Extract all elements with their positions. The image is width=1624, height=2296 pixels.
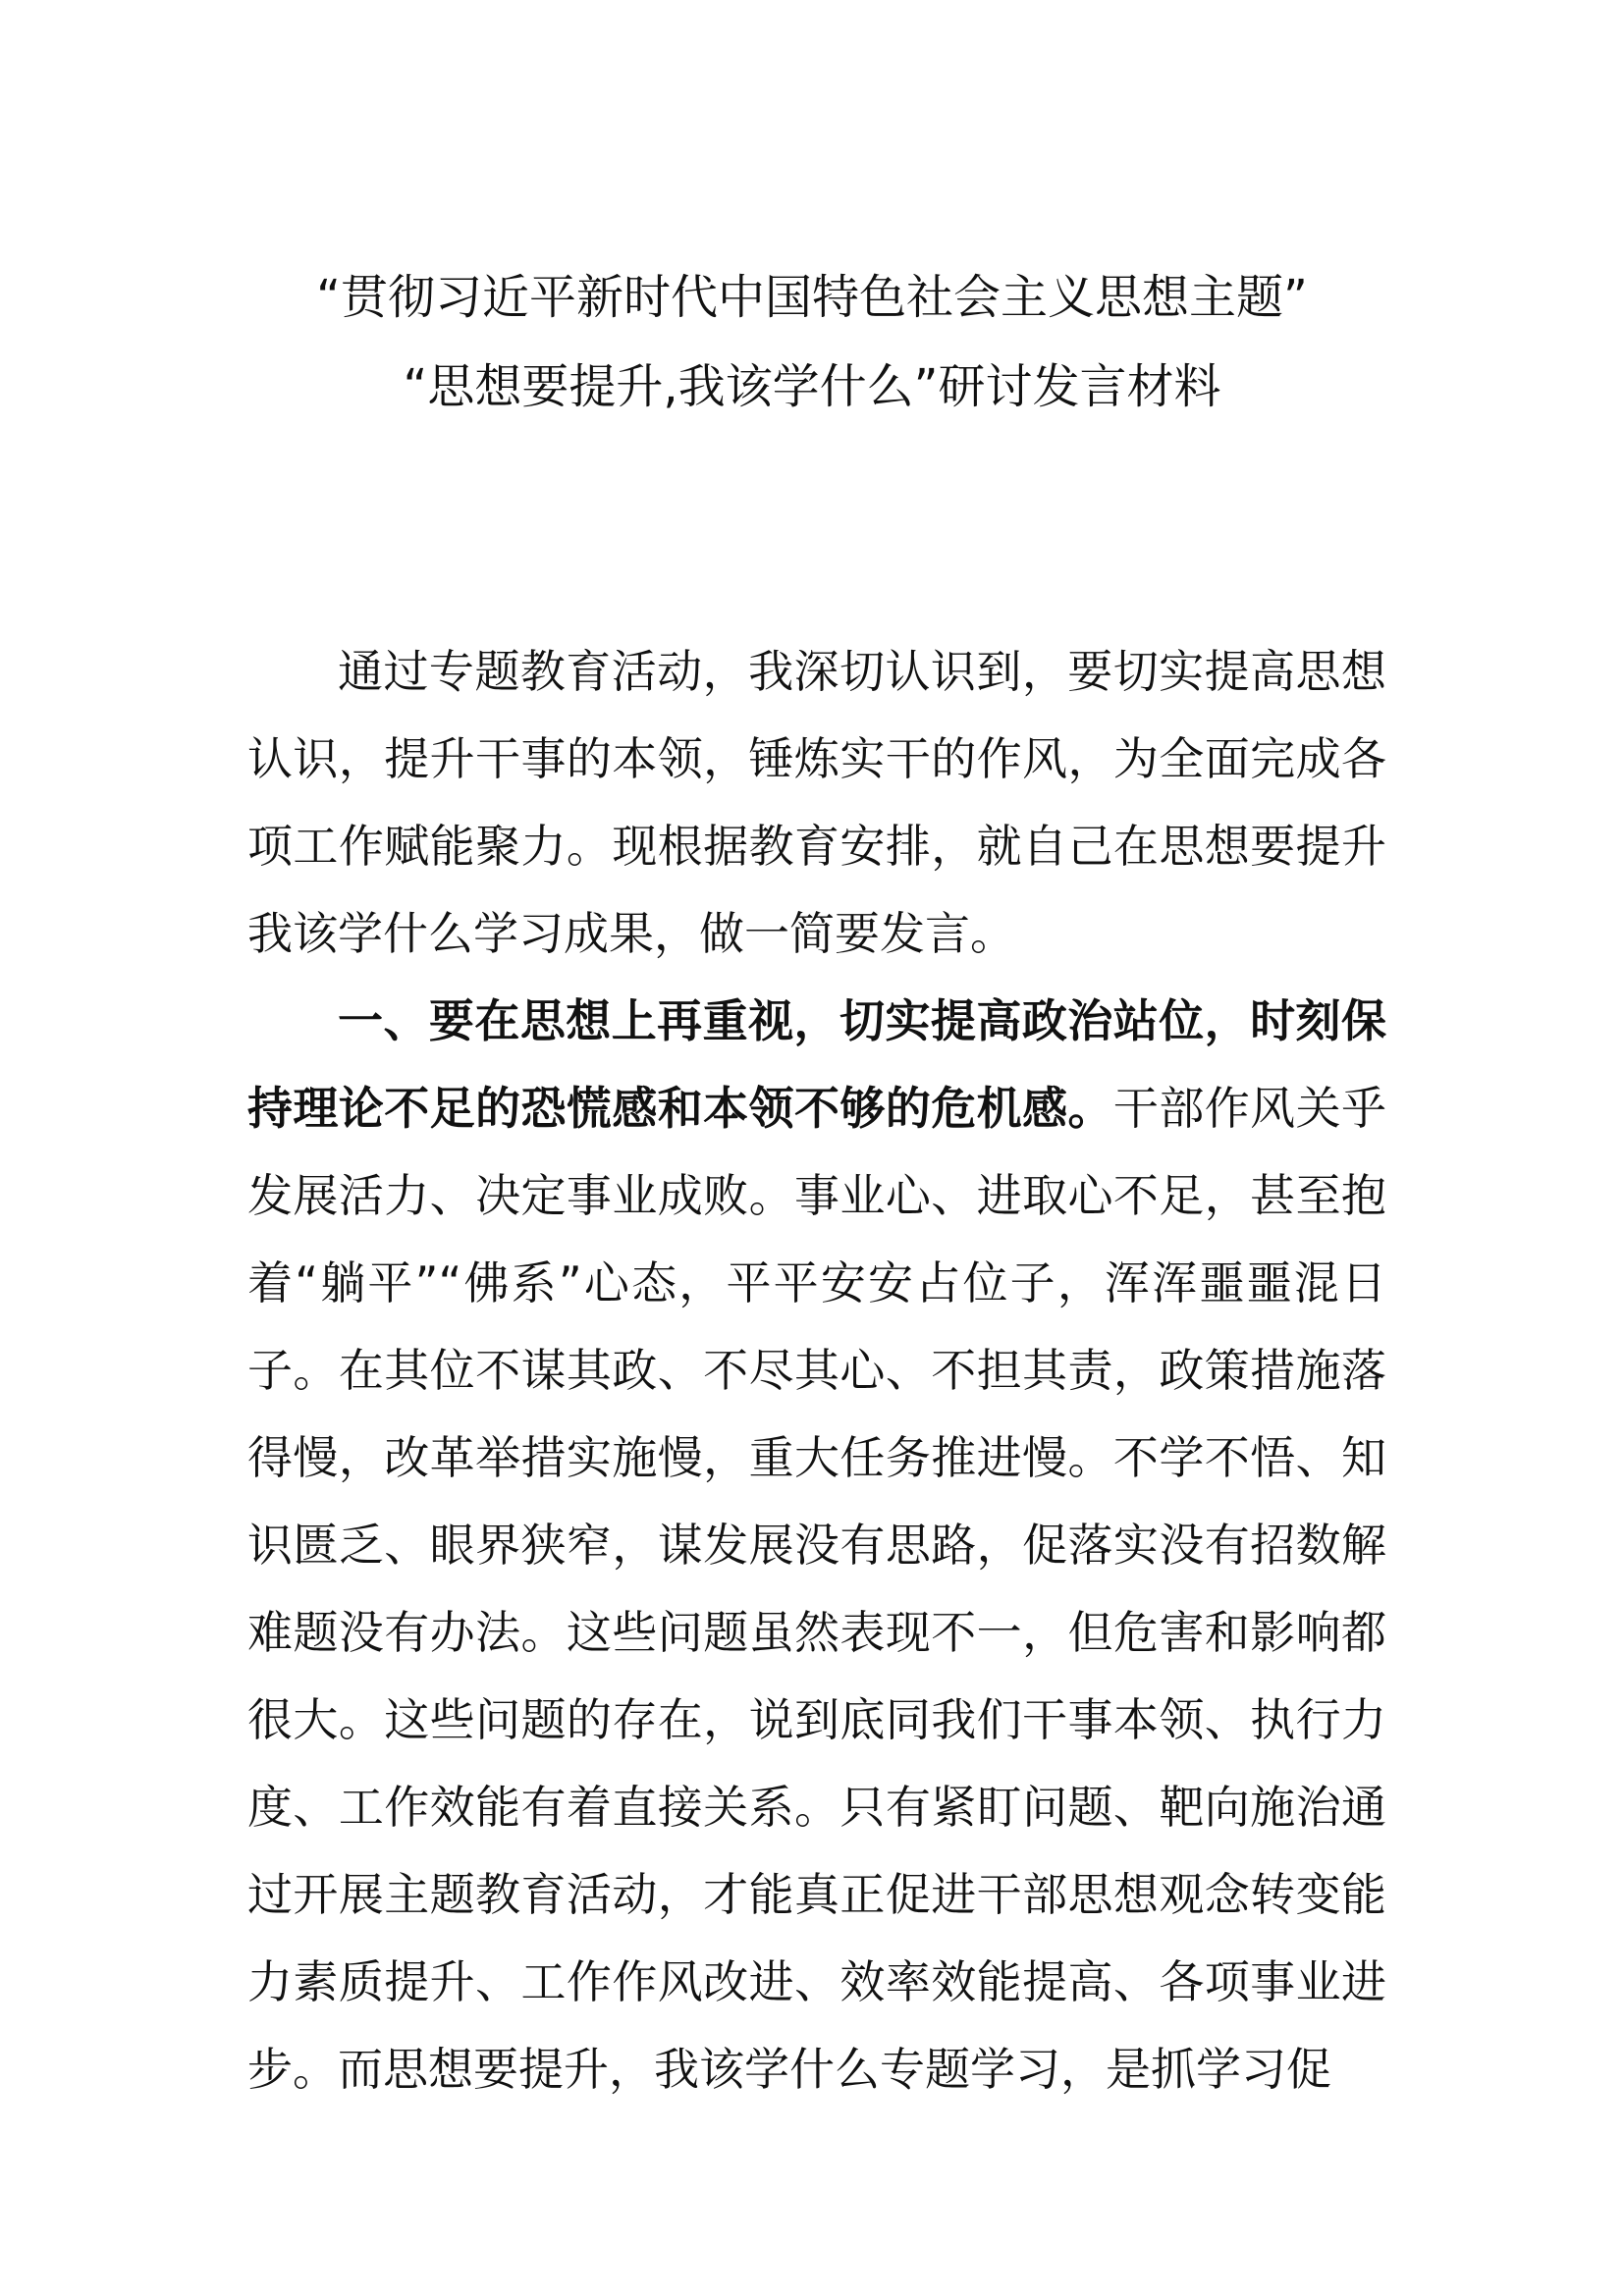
- title-line-2: “思想要提升,我该学什么”研讨发言材料: [403, 359, 1221, 414]
- paragraph-section-1: [247, 978, 1386, 2113]
- paragraph-intro: [247, 628, 1386, 978]
- section-1-heading: 一、要在思想上再重视，切实提高政治站位，时刻保持理论不足的恐慌感和本领不够的危机感。: [247, 994, 1386, 1135]
- paragraph-intro-text: 通过专题教育活动，我深切认识到，要切实提高思想认识，提升干事的本领，锤炼实干的作风，为全面完成各项工作赋能聚力。现根据教育安排，就自己在思想要提升我该学什么学习成果，做一简要发言。: [247, 645, 1386, 960]
- document-title: [177, 265, 1447, 419]
- document-body: [247, 628, 1386, 2113]
- title-line-1: “贯彻习近平新时代中国特色社会主义思想主题”: [316, 270, 1308, 325]
- section-1-text: 干部作风关乎发展活力、决定事业成败。事业心、进取心不足，甚至抱着“躺平”“佛系”心态，平平安安占位子，浑浑噩噩混日子。在其位不谋其政、不尽其心、不担其责，政策措施落得慢，改革举措实施慢，重大任务推进慢。不学不悟、知识匮乏、眼界狭窄，谋发展没有思路，促落实没有招数解难题没有办法。这些问题虽然表现不一，但危害和影响都很大。这些问题的存在，说到底同我们干事本领、执行力度、工作效能有着直接关系。只有紧盯问题、靶向施治通过开展主题教育活动，才能真正促进干部思想观念转变能力素质提升、工作作风改进、效率效能提高、各项事业进步。而思想要提升，我该学什么专题学习，是抓学习促: [247, 1082, 1387, 2096]
